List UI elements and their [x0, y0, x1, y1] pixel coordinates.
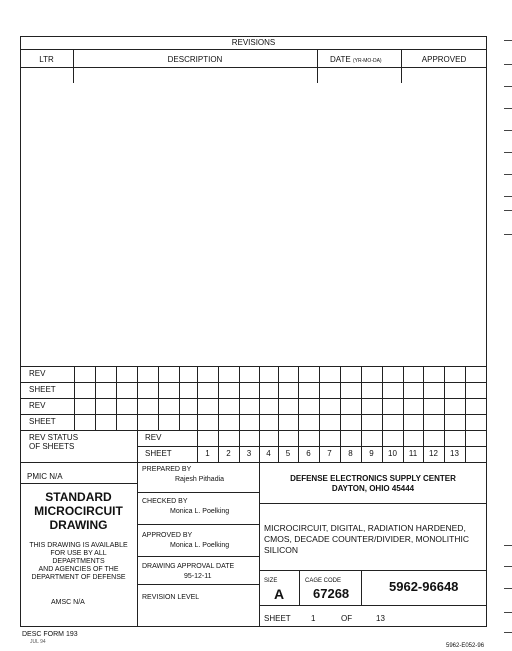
approval-date-label: DRAWING APPROVAL DATE: [142, 563, 235, 570]
rule: [20, 67, 487, 68]
sheet-row-label: SHEET: [29, 417, 56, 426]
rule: [20, 483, 137, 484]
date-header: DATE (YR-MO-DA): [330, 55, 382, 64]
sheet-number: 13: [450, 449, 459, 458]
rule: [137, 524, 259, 525]
agency-location: DAYTON, OHIO 45444: [331, 484, 415, 493]
edge-mark: [504, 566, 512, 567]
drawing-title-line: SILICON: [264, 545, 299, 555]
rule: [137, 366, 138, 462]
rule: [423, 366, 424, 462]
description-header: DESCRIPTION: [167, 55, 223, 64]
sheet-info-of: OF: [341, 614, 353, 623]
pmic-label: PMIC N/A: [27, 472, 63, 481]
footer-code: 5962-E052-96: [446, 643, 485, 649]
sheet-number: 4: [266, 449, 271, 458]
ltr-header: LTR: [39, 55, 54, 64]
sheet-info-total: 13: [376, 614, 385, 623]
edge-mark: [504, 108, 512, 109]
rule: [197, 366, 198, 462]
rule: [158, 366, 159, 430]
edge-mark: [504, 545, 512, 546]
revisions-title: REVISIONS: [231, 38, 276, 47]
sheet-row-label: SHEET: [29, 385, 56, 394]
sheet-number: 6: [306, 449, 311, 458]
rule: [259, 503, 487, 504]
rule: [20, 414, 487, 415]
edge-mark: [504, 234, 512, 235]
sheet-number: 7: [327, 449, 332, 458]
edge-mark: [504, 174, 512, 175]
rule: [179, 366, 180, 430]
approval-date-value: 95-12-11: [184, 573, 212, 580]
revision-level-label: REVISION LEVEL: [142, 594, 200, 601]
availability-text: THIS DRAWING IS AVAILABLE: [29, 542, 128, 549]
rev-row-label: REV: [29, 369, 46, 378]
sheet-info-number: 1: [311, 614, 316, 623]
rule: [20, 430, 487, 431]
rule: [361, 570, 362, 605]
size-value: A: [274, 586, 285, 602]
drawing-number: 5962-96648: [389, 579, 459, 594]
rule: [137, 446, 487, 447]
amsc-label: AMSC N/A: [51, 599, 85, 606]
drawing-title-line: MICROCIRCUIT, DIGITAL, RADIATION HARDENED,: [264, 523, 466, 533]
rule: [319, 366, 320, 462]
rule: [74, 366, 75, 430]
sheet-number: 5: [285, 449, 291, 458]
sheet-number: 11: [408, 449, 418, 458]
availability-text: FOR USE BY ALL: [50, 550, 107, 557]
rule: [137, 492, 259, 493]
size-label: SIZE: [264, 578, 278, 584]
edge-mark: [504, 152, 512, 153]
sheet-number: 3: [246, 449, 252, 458]
rule: [259, 605, 487, 606]
rule: [95, 366, 96, 430]
cage-code-label: CAGE CODE: [305, 578, 342, 584]
prepared-by-label: PREPARED BY: [142, 466, 192, 473]
rule: [444, 366, 445, 462]
edge-mark: [504, 64, 512, 65]
prepared-by-name: Rajesh Pithadia: [175, 476, 225, 483]
rule: [137, 584, 259, 585]
rule: [278, 366, 279, 462]
drawing-title: DRAWING: [49, 518, 108, 532]
edge-mark: [504, 210, 512, 211]
availability-text: DEPARTMENT OF DEFENSE: [31, 574, 126, 581]
rev-row-label: REV: [29, 401, 46, 410]
edge-mark: [504, 40, 512, 41]
rule: [340, 366, 341, 462]
rule: [20, 462, 487, 463]
edge-mark: [504, 588, 512, 589]
rule: [403, 366, 404, 462]
standard-title: STANDARD: [45, 490, 112, 504]
rule: [259, 570, 487, 571]
rule: [73, 49, 74, 83]
availability-text: DEPARTMENTS: [52, 558, 105, 565]
rule: [137, 556, 259, 557]
edge-mark: [504, 632, 512, 633]
approved-by-label: APPROVED BY: [142, 532, 193, 539]
drawing-title-line: CMOS, DECADE COUNTER/DIVIDER, MONOLITHIC: [264, 534, 469, 544]
microcircuit-title: MICROCIRCUIT: [34, 504, 123, 518]
sheet-number: 8: [348, 449, 353, 458]
rule: [218, 366, 219, 462]
edge-mark: [504, 196, 512, 197]
approved-header: APPROVED: [421, 55, 467, 64]
rev-status-label: REV STATUS: [29, 433, 79, 442]
rev-label: REV: [145, 433, 162, 442]
form-date: JUL 94: [30, 639, 46, 645]
rule: [401, 49, 402, 83]
rule: [298, 366, 299, 462]
edge-mark: [504, 612, 512, 613]
rule: [465, 366, 466, 462]
sheet-number: 10: [388, 449, 397, 458]
sheet-number: 2: [226, 449, 231, 458]
edge-mark: [504, 86, 512, 87]
rule: [20, 398, 487, 399]
sheet-label: SHEET: [145, 449, 172, 458]
rule: [20, 382, 487, 383]
rule: [382, 366, 383, 462]
availability-text: AND AGENCIES OF THE: [38, 566, 119, 573]
rule: [20, 49, 487, 50]
sheet-info-label: SHEET: [264, 614, 291, 623]
checked-by-name: Monica L. Poelking: [170, 508, 230, 515]
checked-by-label: CHECKED BY: [142, 498, 188, 505]
sheet-number: 1: [205, 449, 210, 458]
cage-code-value: 67268: [313, 586, 350, 601]
edge-mark: [504, 130, 512, 131]
approved-by-name: Monica L. Poelking: [170, 542, 230, 549]
agency-name: DEFENSE ELECTRONICS SUPPLY CENTER: [290, 474, 456, 483]
sheet-number: 12: [429, 449, 438, 458]
rule: [299, 570, 300, 605]
rule: [259, 366, 260, 462]
rule: [317, 49, 318, 83]
of-sheets-label: OF SHEETS: [29, 442, 75, 451]
rule: [239, 366, 240, 462]
rule: [361, 366, 362, 462]
rule: [116, 366, 117, 430]
rule: [20, 366, 487, 367]
form-number: DESC FORM 193: [22, 631, 78, 638]
rule: [137, 462, 138, 627]
sheet-number: 9: [369, 449, 374, 458]
